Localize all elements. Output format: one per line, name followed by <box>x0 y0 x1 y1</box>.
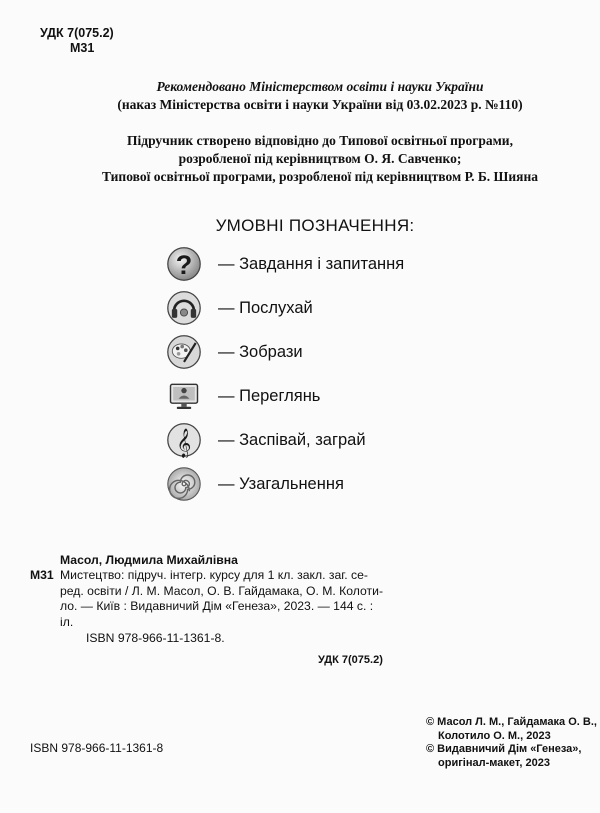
udk-code: УДК 7(075.2) <box>40 26 114 40</box>
program-note-line-3: Типової освітньої програми, розробленої під керівництвом Р. Б. Шияна <box>101 169 538 184</box>
legend-label-draw: — Зобрази <box>218 343 303 361</box>
copyright-line-4: оригінал-макет, 2023 <box>438 756 550 769</box>
palette-icon <box>166 334 202 370</box>
legend-label-tasks: — Завдання і запитання <box>218 255 405 273</box>
legend-label-sing: — Заспівай, заграй <box>218 431 366 449</box>
legend-item-listen <box>166 287 486 331</box>
copyright-line-1: © Масол Л. М., Гайдамака О. В., <box>426 716 597 728</box>
question-icon <box>166 246 202 282</box>
legend-label-watch: — Переглянь <box>218 387 321 405</box>
treble-clef-icon <box>166 422 202 458</box>
monitor-icon <box>166 378 202 414</box>
biblio-line-2: ред. освіти / Л. М. Масол, О. В. Гайдамака, О. М. Колоти- <box>60 583 384 598</box>
footer-isbn: ISBN 978-966-11-1361-8 <box>30 741 164 755</box>
legend-item-watch <box>166 375 486 419</box>
footer-udk: УДК 7(075.2) <box>318 654 383 666</box>
legend-title: УМОВНІ ПОЗНАЧЕННЯ: <box>215 216 415 235</box>
legend-item-draw <box>166 331 486 375</box>
header-codes <box>40 26 114 56</box>
svg-text:?: ? <box>175 249 193 280</box>
program-note-line-1: Підручник створено відповідно до Типової освітньої програми, <box>127 133 513 148</box>
legend-label-listen: — Послухай <box>218 299 313 317</box>
recommendation-line-1: Рекомендовано Міністерством освіти і науки України <box>156 79 484 94</box>
biblio-line-4: іл. <box>60 614 74 629</box>
headphones-icon <box>166 290 202 326</box>
biblio-line-3: ло. — Київ : Видавничий Дім «Генеза», 2023. — 144 с. : <box>60 599 374 613</box>
shelf-code: М31 <box>70 41 95 55</box>
recommendation-line-2: (наказ Міністерства освіти і науки України від 03.02.2023 р. №110) <box>117 97 523 112</box>
biblio-author: Масол, Людмила Михайлівна <box>60 553 238 567</box>
svg-text:𝄞: 𝄞 <box>176 427 192 457</box>
legend-item-tasks <box>166 243 486 287</box>
legend-item-sing <box>166 419 486 463</box>
biblio-isbn: ISBN 978-966-11-1361-8. <box>86 631 225 645</box>
copyright-line-3: © Видавничий Дім «Генеза», <box>426 743 582 755</box>
copyright-line-2: Колотило О. М., 2023 <box>438 729 551 742</box>
program-note-line-2: розробленої під керівництвом О. Я. Савченко; <box>178 151 462 166</box>
spiral-icon <box>166 466 202 502</box>
ministry-recommendation <box>40 78 600 114</box>
biblio-code: М31 <box>30 568 54 582</box>
biblio-description <box>60 568 420 630</box>
program-note <box>40 132 600 186</box>
biblio-line-1: Мистецтво: підруч. інтегр. курсу для 1 кл. закл. заг. се- <box>60 568 368 582</box>
legend-item-summary <box>166 463 486 507</box>
legend-label-summary: — Узагальнення <box>218 475 344 493</box>
copyright-block <box>426 716 597 770</box>
